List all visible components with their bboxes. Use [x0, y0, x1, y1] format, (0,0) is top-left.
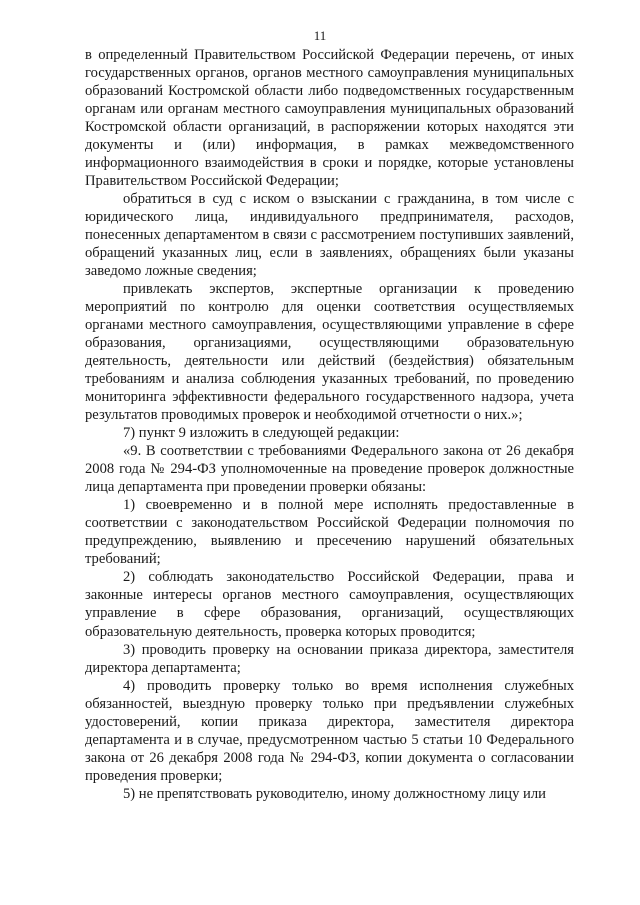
document-body [85, 46, 574, 803]
paragraph: 2) соблюдать законодательство Российской Федерации, права и законные интересы органов местного самоуправления, осуществляющих управление в сфере образования, организаций, осуществляющих образовательную деятельность, проверка которых проводится; [85, 569, 574, 640]
paragraph: 5) не препятствовать руководителю, иному должностному лицу или [123, 785, 546, 802]
paragraph: 4) проводить проверку только во время исполнения служебных обязанностей, выездную проверку только при предъявлении служебных удостоверений, копии приказа директора, заместителя директора департамента и в случае, предусмотренном частью 5 статьи 10 Федерального закона от 26 декабря 2008 года № 294-ФЗ, копии документа о согласовании проведения проверки; [85, 677, 574, 784]
paragraph: «9. В соответствии с требованиями Федерального закона от 26 декабря 2008 года № 294-ФЗ уполномоченные на проведение проверок должностные лица департамента при проведении проверки обязаны: [85, 443, 574, 496]
paragraph: 1) своевременно и в полной мере исполнять предоставленные в соответствии с законодательством Российской Федерации полномочия по предупреждению, выявлению и пресечению нарушений обязательных требований; [85, 497, 574, 568]
paragraph: 3) проводить проверку на основании приказа директора, заместителя директора департамента; [85, 641, 574, 676]
paragraph: 7) пункт 9 изложить в следующей редакции: [123, 425, 400, 442]
page-number: 11 [313, 28, 327, 43]
paragraph: обратиться в суд с иском о взыскании с гражданина, в том числе с юридического лица, индивидуального предпринимателя, расходов, понесенных департаментом в связи с рассмотрением поступивших заявлений, обращений указанных лиц, если в заявлениях, обращениях были указаны заведомо ложные сведения; [85, 191, 574, 280]
paragraph: в определенный Правительством Российской Федерации перечень, от иных государственных органов, органов местного самоуправления муниципальных образований Костромской области либо подведомственных государственным органам или органам местного самоуправления муниципальных образований Костромской области организаций, в распоряжении которых находятся эти документы и (или) информация, в рамках межведомственного информационного взаимодействия в сроки и порядке, которые установлены Правительством Российской Федерации; [85, 47, 574, 190]
paragraph: привлекать экспертов, экспертные организации к проведению мероприятий по контролю для оценки соответствия осуществляемых органами местного самоуправления, осуществляющими управление в сфере образования, организациями, осуществляющими образовательную деятельность, деятельности или действий (бездействия) обязательным требованиям и анализа соблюдения указанных требований, по проведению мониторинга эффективности федерального государственного надзора, учета результатов проводимых проверок и необходимой отчетности о них.»; [85, 281, 574, 424]
